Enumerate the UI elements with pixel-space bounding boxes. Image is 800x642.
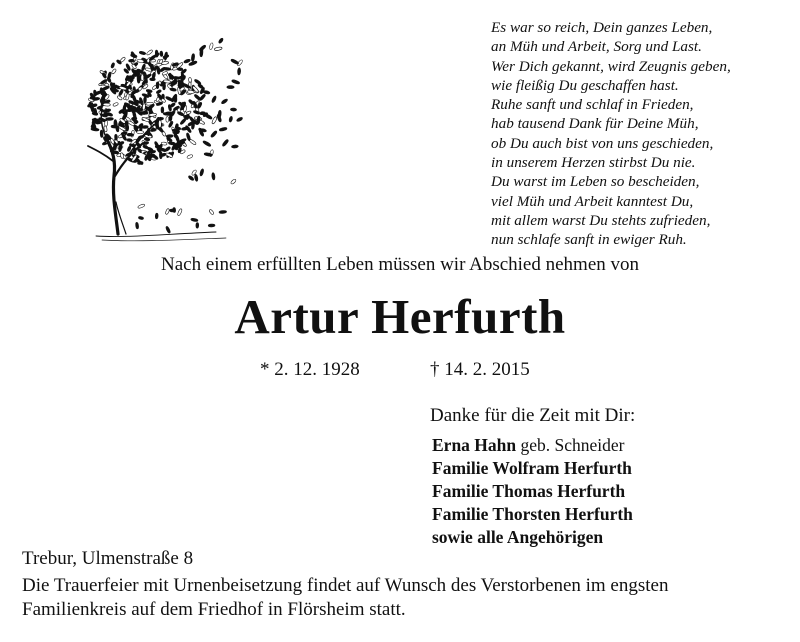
death-date: † 14. 2. 2015 <box>430 359 530 380</box>
poem-line: viel Müh und Arbeit kanntest Du, <box>491 192 694 210</box>
poem-verse <box>491 18 791 250</box>
ceremony-line: Familienkreis auf dem Friedhof in Flörsheim statt. <box>22 599 406 620</box>
poem-line: ob Du auch bist von uns geschieden, <box>491 134 714 152</box>
mourner-family: Familie Thorsten Herfurth <box>432 504 633 524</box>
mourner-family: Familie Thomas Herfurth <box>432 481 626 501</box>
ceremony-info <box>22 574 792 622</box>
birth-date: * 2. 12. 1928 <box>260 359 360 380</box>
poem-line: Ruhe sanft und schlaf in Frieden, <box>491 96 694 114</box>
thanks-line: Danke für die Zeit mit Dir: <box>430 405 636 426</box>
windswept-tree-icon <box>66 26 246 244</box>
poem-line: nun schlafe sanft in ewiger Ruh. <box>491 231 687 249</box>
mourner-item <box>432 503 633 526</box>
intro-text: Nach einem erfüllten Leben müssen wir Abschied nehmen von <box>160 254 640 275</box>
mourner-item <box>432 457 633 480</box>
mourner-maiden-name: geb. Schneider <box>516 435 625 455</box>
mourner-family: Familie Wolfram Herfurth <box>432 458 632 478</box>
poem-line: Du warst im Leben so bescheiden, <box>491 173 700 191</box>
mourner-item <box>432 480 633 503</box>
poem-line: Wer Dich gekannt, wird Zeugnis geben, <box>491 57 731 75</box>
mourner-item <box>432 526 633 549</box>
poem-line: hab tausend Dank für Deine Müh, <box>491 115 699 133</box>
ceremony-line: Die Trauerfeier mit Urnenbeisetzung findet auf Wunsch des Verstorbenen im engsten <box>22 575 669 596</box>
deceased-name: Artur Herfurth <box>234 289 566 344</box>
poem-line: in unserem Herzen stirbst Du nie. <box>491 154 696 172</box>
poem-line: mit allem warst Du stehts zufrieden, <box>491 211 711 229</box>
mourner-name: Erna Hahn <box>432 435 517 455</box>
poem-line: wie fleißig Du geschaffen hast. <box>491 76 679 94</box>
mourners-list <box>432 434 633 549</box>
mourner-item <box>432 434 633 457</box>
mourner-family: sowie alle Angehörigen <box>432 527 604 547</box>
poem-line: an Müh und Arbeit, Sorg und Last. <box>491 38 702 56</box>
poem-line: Es war so reich, Dein ganzes Leben, <box>491 19 713 36</box>
address: Trebur, Ulmenstraße 8 <box>22 548 194 569</box>
